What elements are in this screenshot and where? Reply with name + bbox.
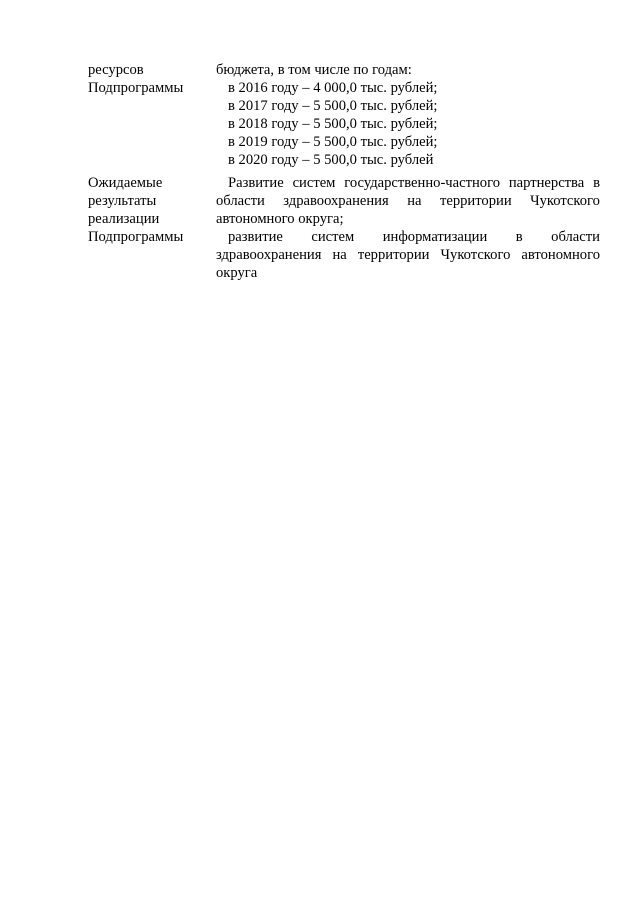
funding-label <box>88 61 216 97</box>
label-line: результаты <box>88 193 157 209</box>
result-paragraph-line <box>216 228 600 246</box>
result-paragraph-line <box>216 174 600 192</box>
word: систем <box>292 175 336 191</box>
word: в <box>515 229 523 245</box>
label-line: реализации <box>88 211 160 227</box>
label-line: ресурсов <box>88 62 144 78</box>
word: автономного <box>521 247 600 263</box>
word: развитие <box>228 229 283 245</box>
budget-year-line: в 2016 году – 4 000,0 тыс. рублей; <box>228 80 438 96</box>
word: области <box>216 193 265 209</box>
result-paragraph-line: округа <box>216 265 258 281</box>
word: Развитие <box>228 175 284 191</box>
budget-year-line: в 2017 году – 5 500,0 тыс. рублей; <box>228 98 438 114</box>
result-paragraph-line: автономного округа; <box>216 211 344 227</box>
word: в <box>593 175 600 191</box>
word: территории <box>357 247 430 263</box>
budget-intro-line: бюджета, в том числе по годам: <box>216 62 412 78</box>
funding-row <box>88 61 600 169</box>
label-line: Подпрограммы <box>88 80 184 96</box>
expected-results-content <box>216 174 600 282</box>
result-paragraph-line <box>216 192 600 210</box>
budget-year-line: в 2020 году – 5 500,0 тыс. рублей <box>228 152 434 168</box>
word: области <box>551 229 600 245</box>
funding-content <box>216 61 600 169</box>
word: Чукотского <box>530 193 600 209</box>
word: на <box>332 247 347 263</box>
word: информатизации <box>382 229 488 245</box>
expected-results-label <box>88 174 216 246</box>
expected-results-row <box>88 174 600 282</box>
budget-year-line: в 2018 году – 5 500,0 тыс. рублей; <box>228 116 438 132</box>
word: территории <box>439 193 512 209</box>
word: систем <box>311 229 355 245</box>
word: на <box>407 193 422 209</box>
result-paragraph-line <box>216 246 600 264</box>
label-line: Ожидаемые <box>88 175 163 191</box>
word: партнерства <box>508 175 585 191</box>
word: здравоохранения <box>216 247 322 263</box>
word: здравоохранения <box>283 193 389 209</box>
word: Чукотского <box>440 247 511 263</box>
word: государственно-частного <box>344 175 501 191</box>
label-line: Подпрограммы <box>88 229 184 245</box>
budget-year-line: в 2019 году – 5 500,0 тыс. рублей; <box>228 134 438 150</box>
